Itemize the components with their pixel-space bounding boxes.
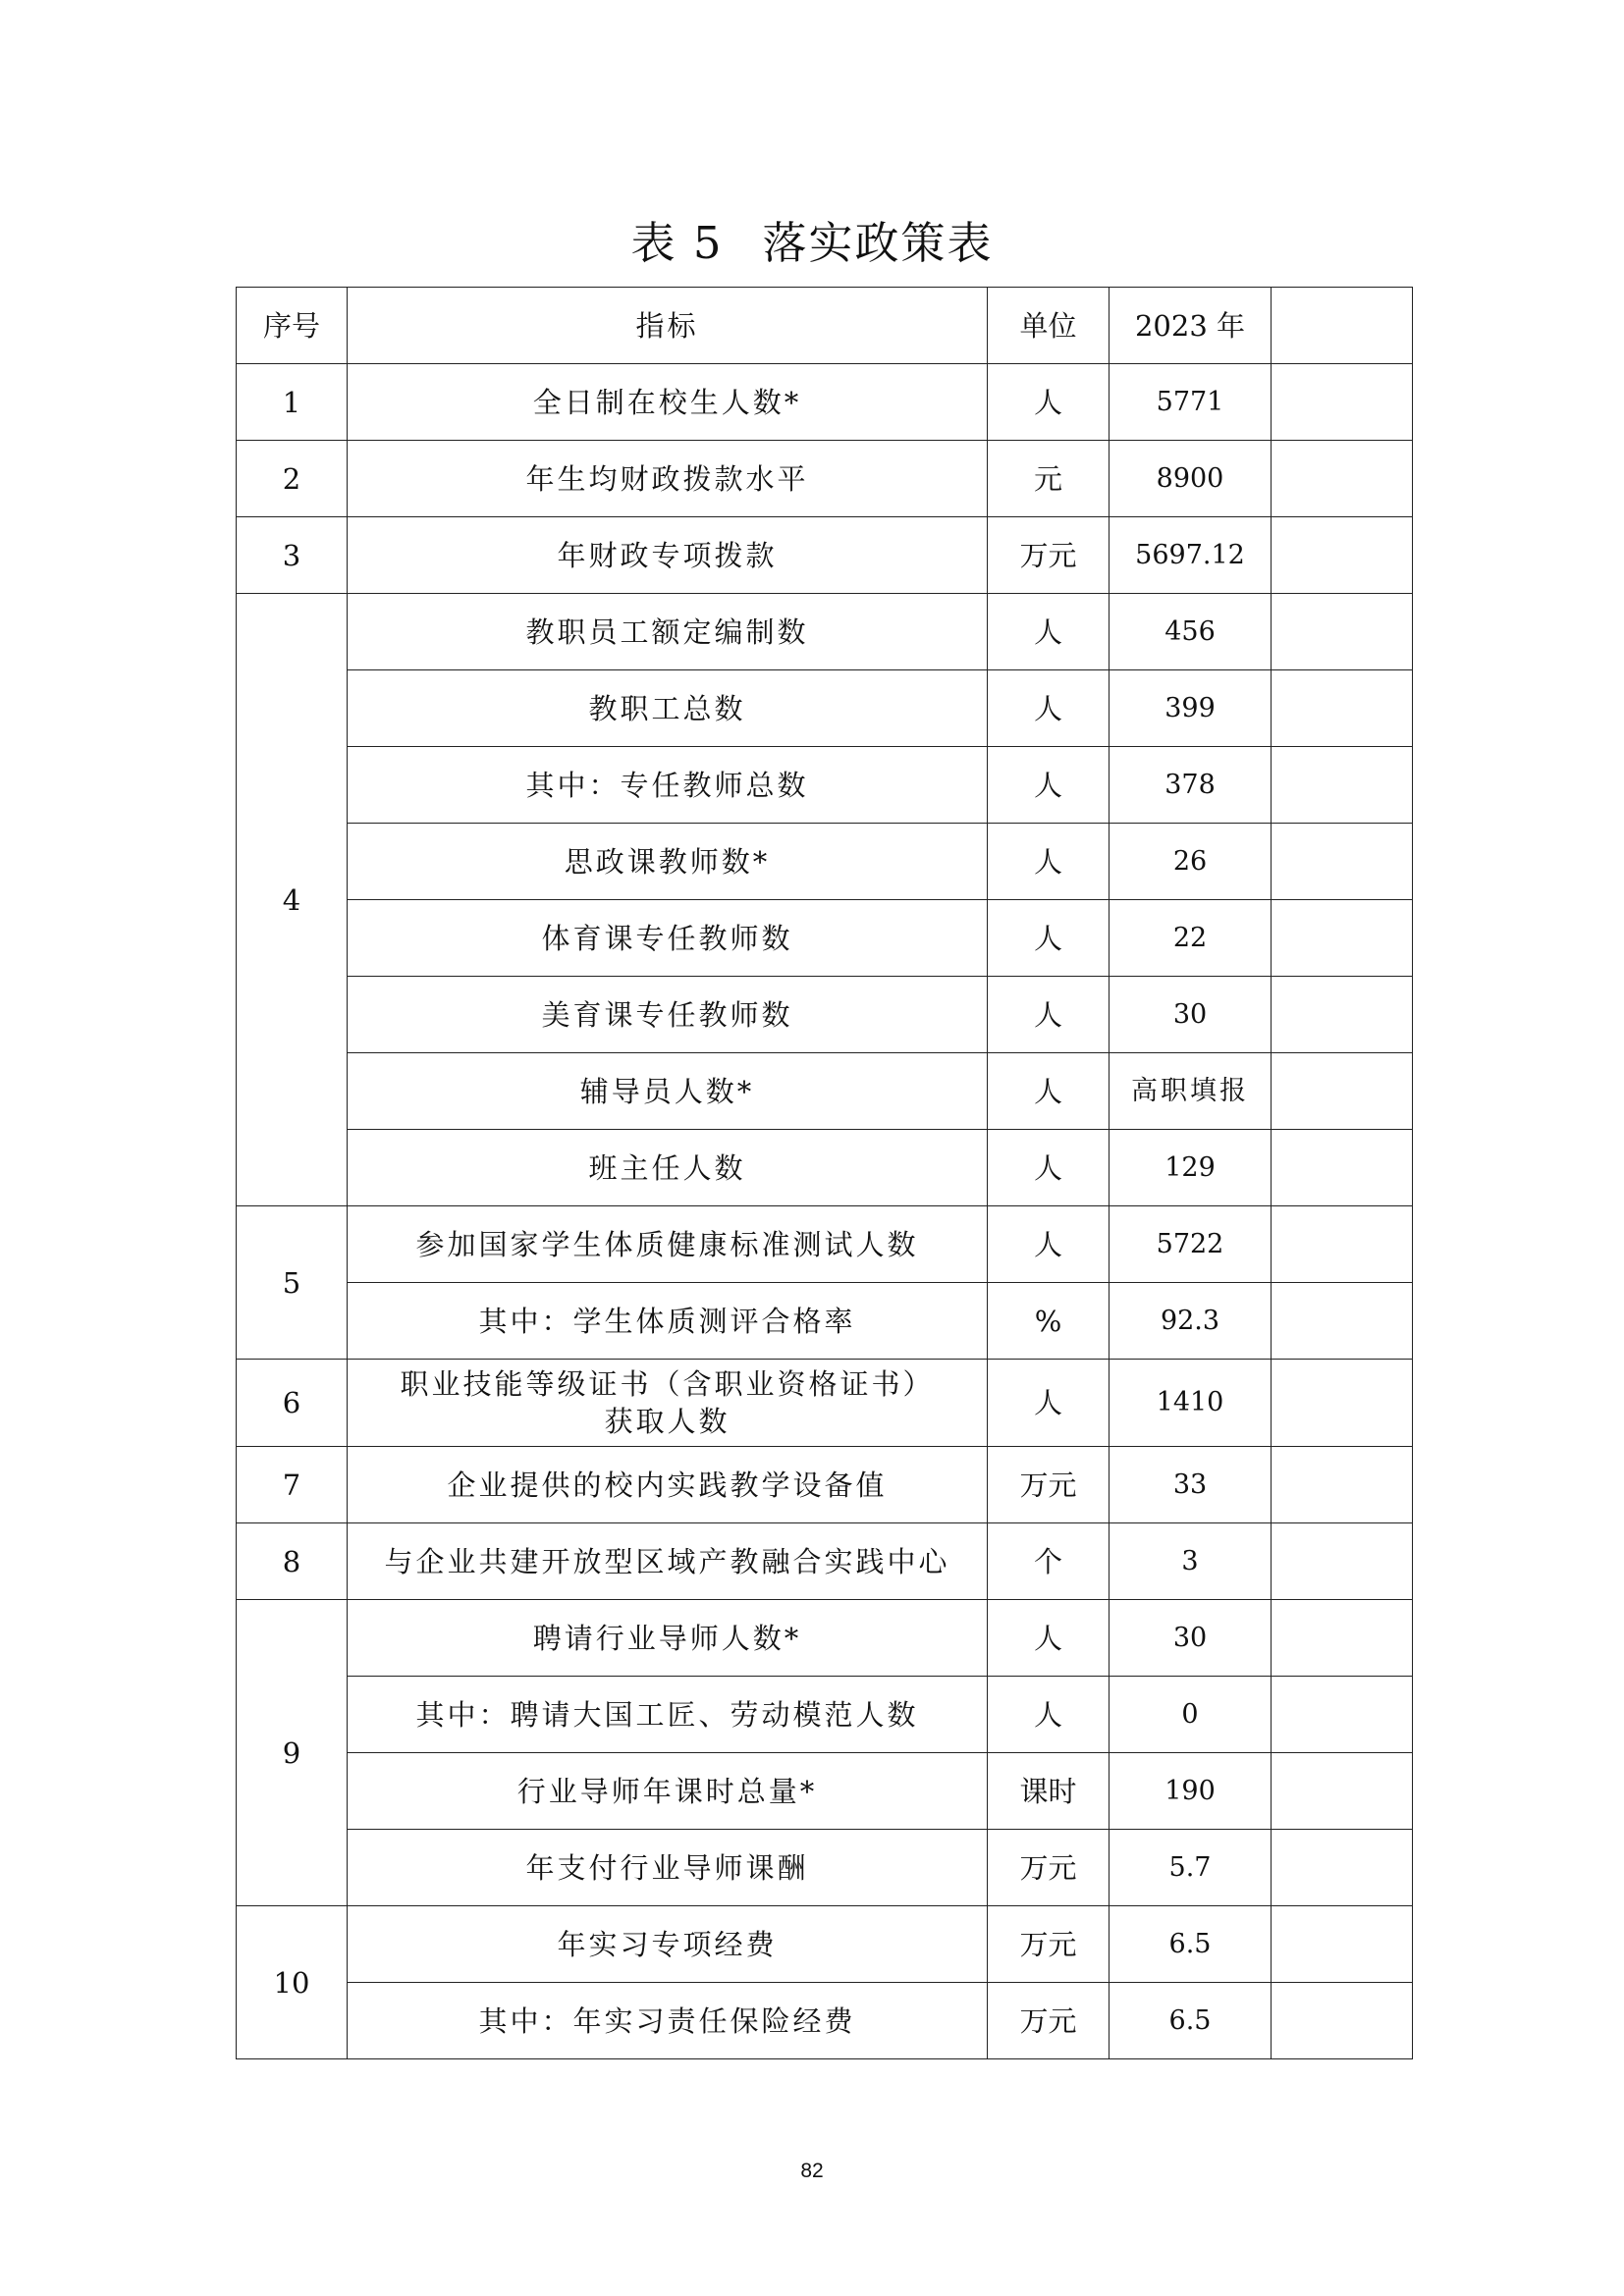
indicator-cell: 班主任人数 [348,1130,988,1206]
unit-cell: % [988,1283,1110,1360]
value-cell: 3 [1110,1523,1272,1600]
indicator-cell [348,1360,988,1447]
table-row [237,1053,1413,1130]
unit-cell: 人 [988,977,1110,1053]
empty-cell [1272,517,1413,594]
indicator-cell: 年生均财政拨款水平 [348,441,988,517]
unit-cell: 个 [988,1523,1110,1600]
value-cell: 5771 [1110,364,1272,441]
unit-cell: 人 [988,747,1110,824]
empty-cell [1272,1283,1413,1360]
indicator-cell: 与企业共建开放型区域产教融合实践中心 [348,1523,988,1600]
unit-cell: 人 [988,824,1110,900]
header-unit: 单位 [988,288,1110,364]
unit-cell: 人 [988,364,1110,441]
table-row [237,900,1413,977]
table-row [237,1906,1413,1983]
unit-cell: 人 [988,1360,1110,1447]
empty-cell [1272,594,1413,670]
table-row [237,824,1413,900]
unit-cell: 万元 [988,1447,1110,1523]
indicator-cell: 教职员工额定编制数 [348,594,988,670]
table-row [237,594,1413,670]
unit-cell: 人 [988,1130,1110,1206]
unit-cell: 人 [988,1053,1110,1130]
table-number: 表 5 [630,217,724,269]
table-row [237,1983,1413,2059]
value-cell: 30 [1110,1600,1272,1677]
value-cell: 399 [1110,670,1272,747]
indicator-cell: 体育课专任教师数 [348,900,988,977]
indicator-cell: 其中：年实习责任保险经费 [348,1983,988,2059]
empty-cell [1272,364,1413,441]
unit-cell: 元 [988,441,1110,517]
table-row [237,441,1413,517]
indicator-cell: 其中：学生体质测评合格率 [348,1283,988,1360]
indicator-cell: 教职工总数 [348,670,988,747]
table-row [237,1600,1413,1677]
indicator-cell: 参加国家学生体质健康标准测试人数 [348,1206,988,1283]
value-cell: 190 [1110,1753,1272,1830]
value-cell: 30 [1110,977,1272,1053]
indicator-cell: 企业提供的校内实践教学设备值 [348,1447,988,1523]
indicator-cell: 年财政专项拨款 [348,517,988,594]
seq-cell: 9 [237,1600,348,1906]
table-row [237,1830,1413,1906]
value-cell: 129 [1110,1130,1272,1206]
value-cell: 5.7 [1110,1830,1272,1906]
empty-cell [1272,1523,1413,1600]
indicator-line-1: 职业技能等级证书（含职业资格证书） [400,1367,935,1401]
indicator-cell: 思政课教师数* [348,824,988,900]
empty-cell [1272,1677,1413,1753]
seq-cell: 7 [237,1447,348,1523]
indicator-cell: 美育课专任教师数 [348,977,988,1053]
value-cell: 5722 [1110,1206,1272,1283]
empty-cell [1272,1600,1413,1677]
seq-cell: 1 [237,364,348,441]
seq-cell: 6 [237,1360,348,1447]
table-row [237,1360,1413,1447]
table-row [237,747,1413,824]
header-seq: 序号 [237,288,348,364]
unit-cell: 人 [988,900,1110,977]
seq-cell: 10 [237,1906,348,2059]
empty-cell [1272,977,1413,1053]
value-cell: 6.5 [1110,1983,1272,2059]
value-cell: 456 [1110,594,1272,670]
unit-cell: 课时 [988,1753,1110,1830]
value-cell: 22 [1110,900,1272,977]
empty-cell [1272,1447,1413,1523]
value-cell: 8900 [1110,441,1272,517]
seq-cell: 3 [237,517,348,594]
value-cell: 33 [1110,1447,1272,1523]
indicator-cell: 其中：聘请大国工匠、劳动模范人数 [348,1677,988,1753]
value-cell: 1410 [1110,1360,1272,1447]
unit-cell: 万元 [988,517,1110,594]
unit-cell: 人 [988,670,1110,747]
table-header-row [237,288,1413,364]
value-cell: 26 [1110,824,1272,900]
page-number: 82 [800,2160,824,2182]
indicator-cell: 聘请行业导师人数* [348,1600,988,1677]
value-cell: 6.5 [1110,1906,1272,1983]
empty-cell [1272,1360,1413,1447]
empty-cell [1272,1830,1413,1906]
empty-cell [1272,1130,1413,1206]
seq-cell: 4 [237,594,348,1206]
unit-cell: 万元 [988,1906,1110,1983]
unit-cell: 万元 [988,1983,1110,2059]
table-row [237,1447,1413,1523]
empty-cell [1272,824,1413,900]
table-row [237,517,1413,594]
table-row [237,1677,1413,1753]
table-row [237,1523,1413,1600]
unit-cell: 人 [988,1600,1110,1677]
value-cell: 5697.12 [1110,517,1272,594]
seq-cell: 5 [237,1206,348,1360]
indicator-line-2: 获取人数 [604,1405,731,1438]
indicator-cell: 其中：专任教师总数 [348,747,988,824]
table-row [237,1130,1413,1206]
empty-cell [1272,900,1413,977]
unit-cell: 人 [988,594,1110,670]
value-cell: 高职填报 [1110,1053,1272,1130]
indicator-cell: 年实习专项经费 [348,1906,988,1983]
unit-cell: 人 [988,1677,1110,1753]
empty-cell [1272,1983,1413,2059]
empty-cell [1272,747,1413,824]
unit-cell: 万元 [988,1830,1110,1906]
empty-cell [1272,1753,1413,1830]
table-row [237,1206,1413,1283]
seq-cell: 8 [237,1523,348,1600]
indicator-cell: 辅导员人数* [348,1053,988,1130]
table-row [237,670,1413,747]
indicator-cell: 年支付行业导师课酬 [348,1830,988,1906]
header-extra [1272,288,1413,364]
seq-cell: 2 [237,441,348,517]
indicator-cell: 全日制在校生人数* [348,364,988,441]
value-cell: 0 [1110,1677,1272,1753]
table-row [237,1283,1413,1360]
value-cell: 92.3 [1110,1283,1272,1360]
header-year: 2023 年 [1110,288,1272,364]
unit-cell: 人 [988,1206,1110,1283]
indicator-cell: 行业导师年课时总量* [348,1753,988,1830]
page-title [0,208,1624,279]
header-indicator: 指标 [348,288,988,364]
table-row [237,1753,1413,1830]
table-row [237,364,1413,441]
empty-cell [1272,1206,1413,1283]
empty-cell [1272,670,1413,747]
empty-cell [1272,441,1413,517]
table-row [237,977,1413,1053]
empty-cell [1272,1053,1413,1130]
value-cell: 378 [1110,747,1272,824]
table-title: 落实政策表 [762,217,994,269]
policy-table [236,287,1413,2059]
empty-cell [1272,1906,1413,1983]
